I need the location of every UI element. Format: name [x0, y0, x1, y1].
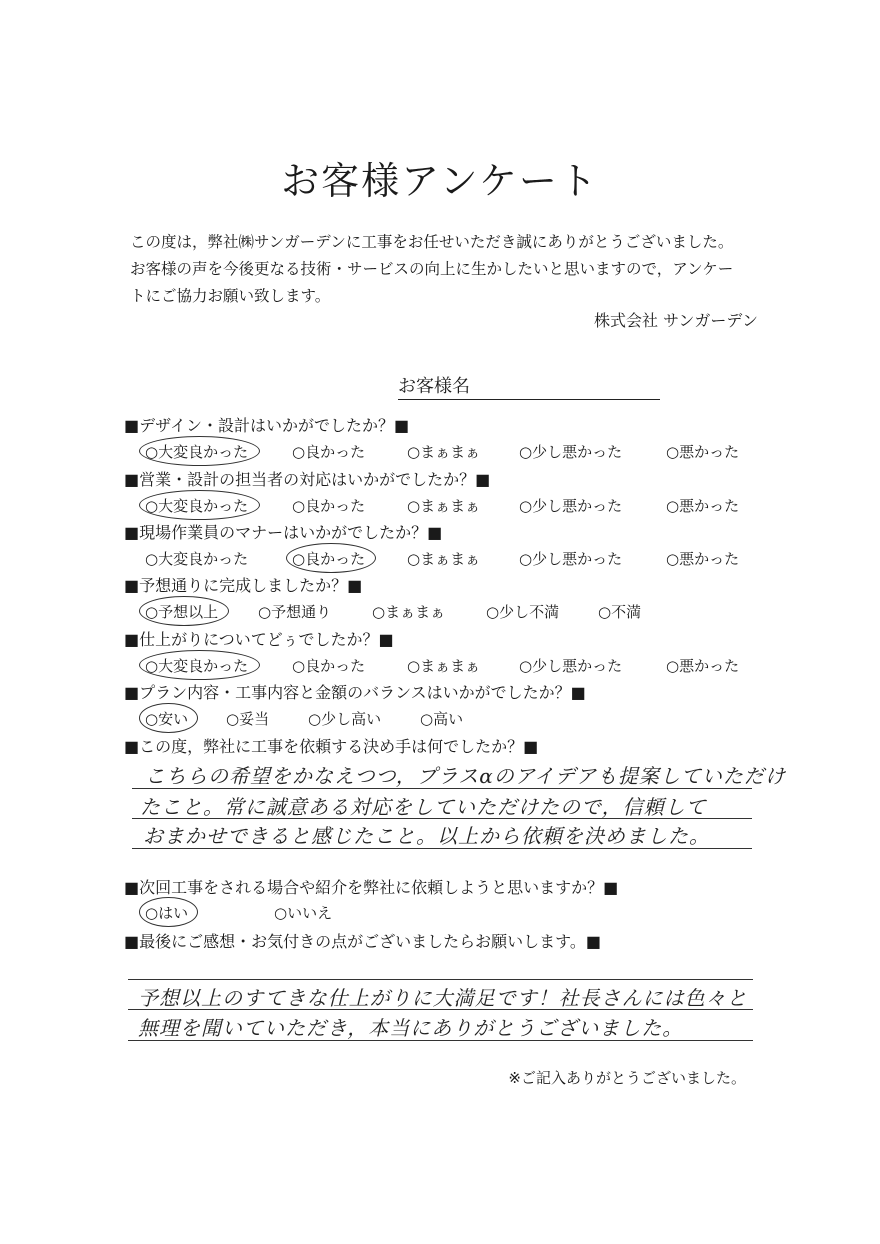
- question-2-option[interactable]: ○大変良かった: [145, 497, 249, 515]
- question-7-answer-line-2: たこと。常に誠意ある対応をしていただけたので，信頼して: [140, 795, 707, 819]
- answer-rule: [128, 979, 753, 980]
- question-5-options: [0, 655, 880, 679]
- question-3-option[interactable]: ○少し悪かった: [519, 550, 623, 568]
- question-3-option[interactable]: ○良かった: [292, 550, 366, 568]
- question-8-options: [0, 902, 880, 926]
- customer-name-field[interactable]: [398, 399, 660, 400]
- selected-answer-circle: [139, 703, 198, 733]
- question-3-option[interactable]: ○大変良かった: [145, 550, 249, 568]
- answer-rule: [128, 1009, 753, 1010]
- question-1-option[interactable]: ○良かった: [292, 443, 366, 461]
- question-3: ■現場作業員のマナーはいかがでしたか？■: [124, 523, 443, 542]
- question-3-option[interactable]: ○悪かった: [666, 550, 740, 568]
- question-2: ■営業・設計の担当者の対応はいかがでしたか？■: [124, 470, 491, 489]
- question-4-option[interactable]: ○少し不満: [486, 603, 560, 621]
- question-4-option[interactable]: ○不満: [598, 603, 642, 621]
- question-2-option[interactable]: ○少し悪かった: [519, 497, 623, 515]
- question-1: ■デザイン・設計はいかがでしたか？■: [124, 416, 410, 435]
- question-2-options: [0, 495, 880, 519]
- question-1-option[interactable]: ○少し悪かった: [519, 443, 623, 461]
- intro-line-1: この度は，弊社㈱サンガーデンに工事をお任せいただき誠にありがとうございました。: [130, 233, 734, 251]
- question-6-options: [0, 708, 880, 732]
- question-1-option[interactable]: ○悪かった: [666, 443, 740, 461]
- question-8-option[interactable]: ○いいえ: [274, 904, 333, 922]
- question-6-option[interactable]: ○安い: [145, 710, 189, 728]
- question-6-option[interactable]: ○妥当: [226, 710, 270, 728]
- selected-answer-circle: [139, 490, 260, 520]
- question-9-answer-line-1: 予想以上のすてきな仕上がりに大満足です！社長さんには色々と: [138, 986, 748, 1010]
- question-6: ■プラン内容・工事内容と金額のバランスはいかがでしたか？■: [124, 683, 586, 702]
- question-5-option[interactable]: ○悪かった: [666, 657, 740, 675]
- survey-title: お客様アンケート: [281, 159, 599, 203]
- question-2-option[interactable]: ○悪かった: [666, 497, 740, 515]
- question-9: ■最後にご感想・お気付きの点がございましたらお願いします。■: [124, 932, 601, 951]
- question-6-option[interactable]: ○高い: [420, 710, 464, 728]
- question-2-option[interactable]: ○良かった: [292, 497, 366, 515]
- answer-rule: [132, 788, 752, 789]
- question-7-answer-line-1: こちらの希望をかなえつつ，プラスαのアイデアも提案していただけ: [145, 764, 786, 788]
- question-5-option[interactable]: ○良かった: [292, 657, 366, 675]
- question-2-option[interactable]: ○まぁまぁ: [407, 497, 481, 515]
- footer-thanks: ※ご記入ありがとうございました。: [508, 1069, 746, 1087]
- intro-line-2: お客様の声を今後更なる技術・サービスの向上に生かしたいと思いますので，アンケー: [130, 260, 734, 278]
- selected-answer-circle: [139, 596, 229, 626]
- question-3-option[interactable]: ○まぁまぁ: [407, 550, 481, 568]
- answer-rule: [128, 1040, 753, 1041]
- question-5: ■仕上がりについてどぅでしたか？■: [124, 630, 394, 649]
- question-8-option[interactable]: ○はい: [145, 904, 189, 922]
- question-4-option[interactable]: ○予想通り: [258, 603, 332, 621]
- question-5-option[interactable]: ○まぁまぁ: [407, 657, 481, 675]
- question-3-options: [0, 548, 880, 572]
- question-9-answer-line-2: 無理を聞いていただき，本当にありがとうございました。: [138, 1016, 684, 1040]
- question-8: ■次回工事をされる場合や紹介を弊社に依頼しようと思いますか？■: [124, 878, 619, 897]
- company-name: 株式会社 サンガーデン: [594, 311, 758, 330]
- question-4: ■予想通りに完成しましたか？■: [124, 576, 363, 595]
- question-1-option[interactable]: ○まぁまぁ: [407, 443, 481, 461]
- customer-name-label: お客様名: [398, 376, 470, 397]
- selected-answer-circle: [286, 543, 376, 573]
- question-4-options: [0, 601, 880, 625]
- question-6-option[interactable]: ○少し高い: [308, 710, 382, 728]
- selected-answer-circle: [139, 650, 260, 680]
- answer-rule: [132, 848, 752, 849]
- question-5-option[interactable]: ○大変良かった: [145, 657, 249, 675]
- question-4-option[interactable]: ○まぁまぁ: [372, 603, 446, 621]
- intro-line-3: トにご協力お願い致します。: [130, 287, 331, 305]
- selected-answer-circle: [139, 436, 260, 466]
- question-1-option[interactable]: ○大変良かった: [145, 443, 249, 461]
- question-4-option[interactable]: ○予想以上: [145, 603, 219, 621]
- selected-answer-circle: [139, 897, 198, 927]
- question-7-answer-line-3: おまかせできると感じたこと。以上から依頼を決めました。: [143, 824, 710, 848]
- answer-rule: [132, 818, 752, 819]
- question-7: ■この度，弊社に工事を依頼する決め手は何でしたか？■: [124, 737, 539, 756]
- question-1-options: [0, 441, 880, 465]
- question-5-option[interactable]: ○少し悪かった: [519, 657, 623, 675]
